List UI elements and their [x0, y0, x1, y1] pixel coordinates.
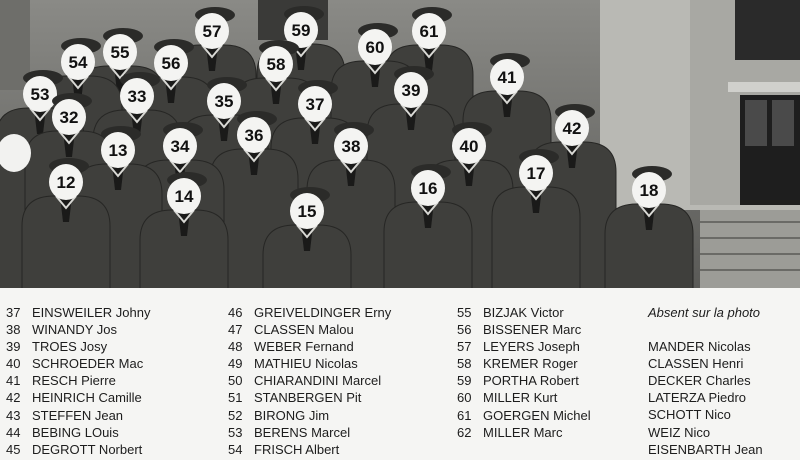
face-number-label: 33 [127, 87, 147, 106]
face-number-label: 35 [214, 92, 234, 111]
face-number-label: 54 [68, 53, 88, 72]
legend-entry [6, 338, 151, 355]
name-legend [0, 304, 800, 460]
entry-name: BERENS Marcel [254, 424, 351, 440]
face-number-label: 60 [365, 38, 385, 57]
absent-entry: SCHOTT Nico [648, 407, 731, 423]
entry-number: 50 [228, 373, 243, 389]
legend-entry [6, 407, 151, 424]
entry-number: 62 [457, 424, 472, 440]
entry-number: 43 [6, 407, 21, 423]
entry-number: 41 [6, 373, 21, 389]
face-number-label: 42 [562, 119, 582, 138]
entry-number: 57 [457, 339, 472, 355]
legend-entry [457, 338, 591, 355]
legend-entry [457, 321, 591, 338]
legend-entry [228, 338, 391, 355]
legend-entry [6, 321, 151, 338]
face-number-label: 32 [59, 108, 79, 127]
entry-name: HEINRICH Camille [32, 390, 142, 406]
face-number-label: 40 [459, 137, 479, 156]
face-number-label: 56 [161, 54, 181, 73]
entry-number: 38 [6, 322, 21, 338]
legend-entry [228, 372, 391, 389]
entry-name: TROES Josy [32, 339, 108, 355]
legend-column-1 [6, 304, 151, 458]
entry-number: 40 [6, 356, 21, 372]
absent-entry: LATERZA Piedro [648, 390, 747, 406]
entry-name: BEBING LOuis [32, 424, 119, 440]
entry-name: SCHROEDER Mac [32, 356, 144, 372]
legend-entry [457, 372, 591, 389]
absent-list [648, 304, 763, 458]
entry-number: 61 [457, 407, 472, 423]
entry-name: EINSWEILER Johny [32, 305, 151, 320]
building-facade [600, 0, 800, 210]
face-number-label: 53 [30, 85, 50, 104]
absent-entry: MANDER Nicolas [648, 339, 751, 355]
legend-entry [6, 441, 151, 458]
entry-name: STANBERGEN Pit [254, 390, 362, 406]
absent-title: Absent sur la photo [648, 305, 761, 320]
face-number-label: 59 [291, 21, 311, 40]
face-number-label: 39 [401, 81, 421, 100]
entry-name: DEGROTT Norbert [32, 441, 143, 457]
absent-entry: DECKER Charles [648, 373, 751, 389]
entry-number: 44 [6, 424, 21, 440]
entry-number: 58 [457, 356, 472, 372]
face-number-label: 61 [419, 22, 439, 41]
entry-name: MILLER Marc [483, 424, 563, 440]
entry-number: 56 [457, 322, 472, 338]
entry-name: BISSENER Marc [483, 322, 582, 338]
entry-name: STEFFEN Jean [32, 407, 124, 423]
legend-entry [228, 304, 391, 321]
face-number-label: 15 [297, 202, 317, 221]
face-number-label: 55 [110, 43, 130, 62]
legend-entry [457, 389, 591, 406]
entry-name: KREMER Roger [483, 356, 578, 372]
entry-number: 60 [457, 390, 472, 406]
face-number-label: 34 [170, 137, 190, 156]
face-number-label: 18 [639, 181, 659, 200]
stairs [700, 210, 800, 288]
entry-name: CHIARANDINI Marcel [254, 373, 382, 389]
legend-entry [6, 355, 151, 372]
face-number-label: 16 [418, 179, 438, 198]
entry-number: 52 [228, 407, 243, 423]
legend-entry [6, 389, 151, 406]
absent-entry: CLASSEN Henri [648, 356, 744, 372]
legend-entry [457, 407, 591, 424]
face-number-label: 38 [341, 137, 361, 156]
face-number-label: 14 [174, 187, 194, 206]
entry-number: 55 [457, 305, 472, 320]
entry-name: FRISCH Albert [254, 441, 340, 457]
entry-number: 46 [228, 305, 243, 320]
legend-entry [6, 424, 151, 441]
entry-name: GREIVELDINGER Erny [254, 305, 392, 320]
legend-entry [457, 424, 591, 441]
face-number-label: 37 [305, 95, 325, 114]
entry-number: 53 [228, 424, 243, 440]
entry-number: 48 [228, 339, 243, 355]
face-number-label: 57 [202, 22, 222, 41]
legend-entry [228, 321, 391, 338]
entry-name: PORTHA Robert [483, 373, 579, 389]
legend-entry [6, 304, 151, 321]
entry-name: MILLER Kurt [483, 390, 558, 406]
absent-entry: EISENBARTH Jean [648, 441, 763, 457]
entry-name: RESCH Pierre [32, 373, 116, 389]
entry-name: BIZJAK Victor [483, 305, 564, 320]
entry-name: WINANDY Jos [32, 322, 117, 338]
entry-name: LEYERS Joseph [483, 339, 580, 355]
legend-entry [457, 355, 591, 372]
legend-column-2 [228, 304, 391, 458]
face-number-label: 17 [526, 164, 546, 183]
face-number-label: 58 [266, 55, 286, 74]
legend-column-3 [457, 304, 591, 441]
entry-number: 49 [228, 356, 243, 372]
entry-number: 47 [228, 322, 243, 338]
entry-name: CLASSEN Malou [254, 322, 354, 338]
legend-entry [228, 355, 391, 372]
entry-name: GOERGEN Michel [483, 407, 591, 423]
entry-number: 51 [228, 390, 243, 406]
entry-name: WEBER Fernand [254, 339, 354, 355]
legend-entry [228, 389, 391, 406]
legend-entry [228, 407, 391, 424]
face-number-label: 13 [108, 141, 128, 160]
entry-number: 59 [457, 373, 472, 389]
entry-number: 54 [228, 441, 243, 457]
face-number-label: 36 [244, 126, 264, 145]
entry-number: 45 [6, 441, 21, 457]
entry-name: MATHIEU Nicolas [254, 356, 358, 372]
legend-entry [457, 304, 591, 321]
entry-name: BIRONG Jim [254, 407, 330, 423]
entry-number: 39 [6, 339, 21, 355]
entry-number: 42 [6, 390, 21, 406]
legend-entry [228, 441, 391, 458]
entry-number: 37 [6, 305, 21, 320]
face-number-label: 12 [56, 173, 76, 192]
legend-entry [6, 372, 151, 389]
legend-entry [228, 424, 391, 441]
face-number-label: 41 [497, 68, 517, 87]
absent-entry: WEIZ Nico [648, 424, 711, 440]
